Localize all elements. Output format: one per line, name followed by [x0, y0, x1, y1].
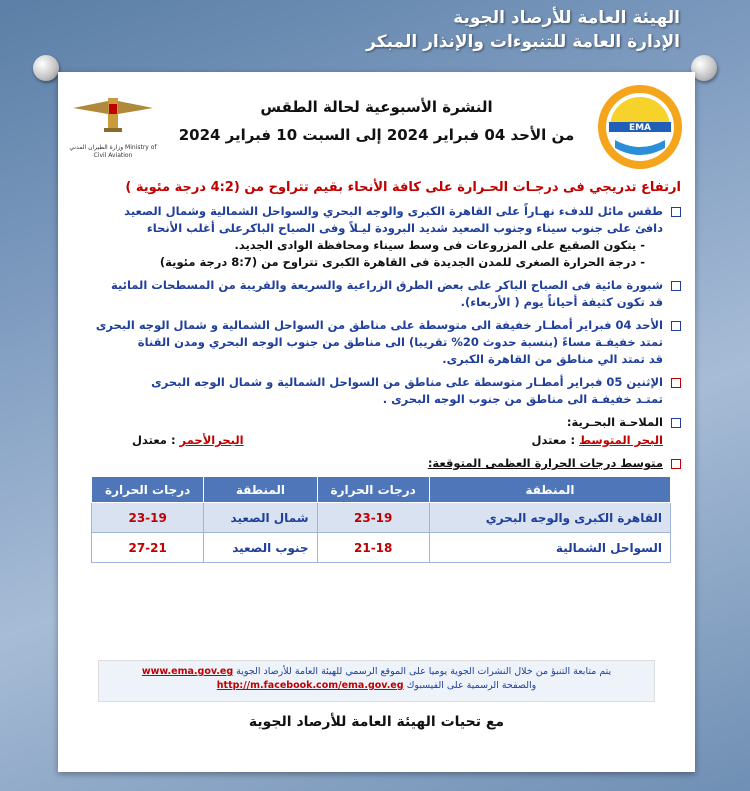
table-header: المنطقة [204, 477, 317, 503]
table-cell: شمال الصعيد [204, 503, 317, 533]
checkbox-bullet-icon [671, 281, 681, 291]
pushpin-icon [33, 55, 59, 81]
org-name: الهيئة العامة للأرصاد الجوية [453, 8, 680, 28]
website-link[interactable]: www.ema.gov.eg [141, 666, 234, 677]
bulletin-title: النشرة الأسبوعية لحالة الطقس [260, 98, 493, 116]
facebook-link[interactable]: http://m.facebook.com/ema.gov.eg [216, 680, 404, 691]
marine-section [72, 414, 681, 431]
ema-logo-icon [595, 82, 685, 172]
ministry-logo-text: وزارة الطيران المدني Ministry of Civil Aviation [69, 144, 157, 159]
org-department: الإدارة العامة للتنبوءات والإنذار المبكر [366, 32, 680, 52]
bulletin-dates: من الأحد 04 فبراير 2024 إلى السبت 10 فبراير 2024 [178, 126, 575, 144]
list-item [72, 277, 681, 311]
footer-text: والصفحة الرسمية على الفيسبوك [406, 680, 537, 691]
bullet-line: تمتد خفيفـة مساءً (بنسبة حدوث 20% تقريبا) الى مناطق من جنوب الوجه البحري ومدن القناة [137, 335, 663, 349]
table-header: درجات الحرارة [317, 477, 429, 503]
table-cell: السواحل الشمالية [429, 533, 670, 563]
table-cell: القاهرة الكبرى والوجه البحري [429, 503, 670, 533]
red-sea-value: معتدل [132, 433, 167, 447]
table-row [92, 503, 671, 533]
bullet-line: دافئ على جنوب سيناء وجنوب الصعيد شديد البرودة ليـلاً وفى الصباح الباكرعلى أغلب الأنحاء [146, 221, 663, 235]
table-title: متوسط درجات الحرارة العظمى المتوقعة: [427, 456, 663, 470]
ministry-logo [68, 90, 158, 160]
red-sea-label: البحرالأحمر [179, 433, 244, 447]
list-item [72, 203, 681, 271]
checkbox-bullet-icon [671, 418, 681, 428]
bullet-line: قد تكون كثيفة أحياناً يوم ( الأربعاء). [460, 295, 663, 309]
table-row [92, 533, 671, 563]
checkbox-bullet-icon [671, 378, 681, 388]
marine-row [72, 433, 681, 447]
footer-box [98, 660, 655, 702]
checkbox-bullet-icon [671, 459, 681, 469]
closing-text: مع تحيات الهيئة العامة للأرصاد الجوية [248, 714, 505, 730]
table-cell: 23-19 [317, 503, 429, 533]
bullet-line: الإثنين 05 فبراير أمطـار متوسطة على مناطق من السواحل الشمالية و شمال الوجه البحرى [151, 375, 663, 389]
bullet-line: الأحد 04 فبراير أمطـار خفيفة الى متوسطة على مناطق من السواحل الشمالية و شمال الوجه البحرى [95, 318, 663, 332]
bullet-line: شبورة مائية فى الصباح الباكر على بعض الطرق الزراعية والسريعة والقريبة من المسطحات المائية [111, 278, 663, 292]
table-cell: جنوب الصعيد [204, 533, 317, 563]
eagle-wings-icon [68, 90, 158, 140]
table-cell: 23-19 [92, 503, 204, 533]
headline: ارتفاع تدريجي فى درجـات الحـرارة على كافة الأنحاء بقيم تتراوح من (4:2 درجة مئوية ) [125, 180, 681, 195]
table-header: المنطقة [429, 477, 670, 503]
temperature-table [91, 476, 671, 563]
checkbox-bullet-icon [671, 321, 681, 331]
checkbox-bullet-icon [671, 207, 681, 217]
bullet-subline: - يتكون الصقيع على المزروعات فى وسط سيناء ومحافظة الوادى الجديد. [234, 238, 645, 252]
bullet-subline: - درجة الحرارة الصغرى للمدن الجديدة فى القاهرة الكبرى تتراوح من (8:7 درجة مئوية) [159, 255, 645, 269]
bullet-line: طقس مائل للدفء نهـاراً على القاهرة الكبرى والوجه البحري والسواحل الشمالية وشمال الصعيد [124, 204, 663, 218]
footer-text: يتم متابعة التنبؤ من خلال النشرات الجوية يوميا على الموقع الرسمي للهيئة العامة للأرصاد الجوية [236, 666, 612, 677]
ema-logo-text: EMA [628, 123, 652, 133]
mediterranean-label: البحر المتوسط [579, 433, 663, 447]
table-header: درجات الحرارة [92, 477, 204, 503]
table-section [72, 455, 681, 472]
mediterranean-value: معتدل [531, 433, 567, 447]
list-item [72, 374, 681, 408]
separator: : [566, 433, 580, 447]
bullet-line: قد تمتد الي مناطق من القاهرة الكبرى. [442, 352, 663, 366]
marine-label: الملاحـة البحـرية: [566, 415, 663, 429]
bulletin-paper [58, 72, 695, 772]
table-cell: 27-21 [92, 533, 204, 563]
bulletin-content [72, 180, 681, 563]
separator: : [166, 433, 180, 447]
list-item [72, 317, 681, 368]
org-header [366, 6, 680, 54]
bullet-line: تمتـد خفيفـة الى مناطق من جنوب الوجه البحرى . [382, 392, 663, 406]
table-cell: 21-18 [317, 533, 429, 563]
